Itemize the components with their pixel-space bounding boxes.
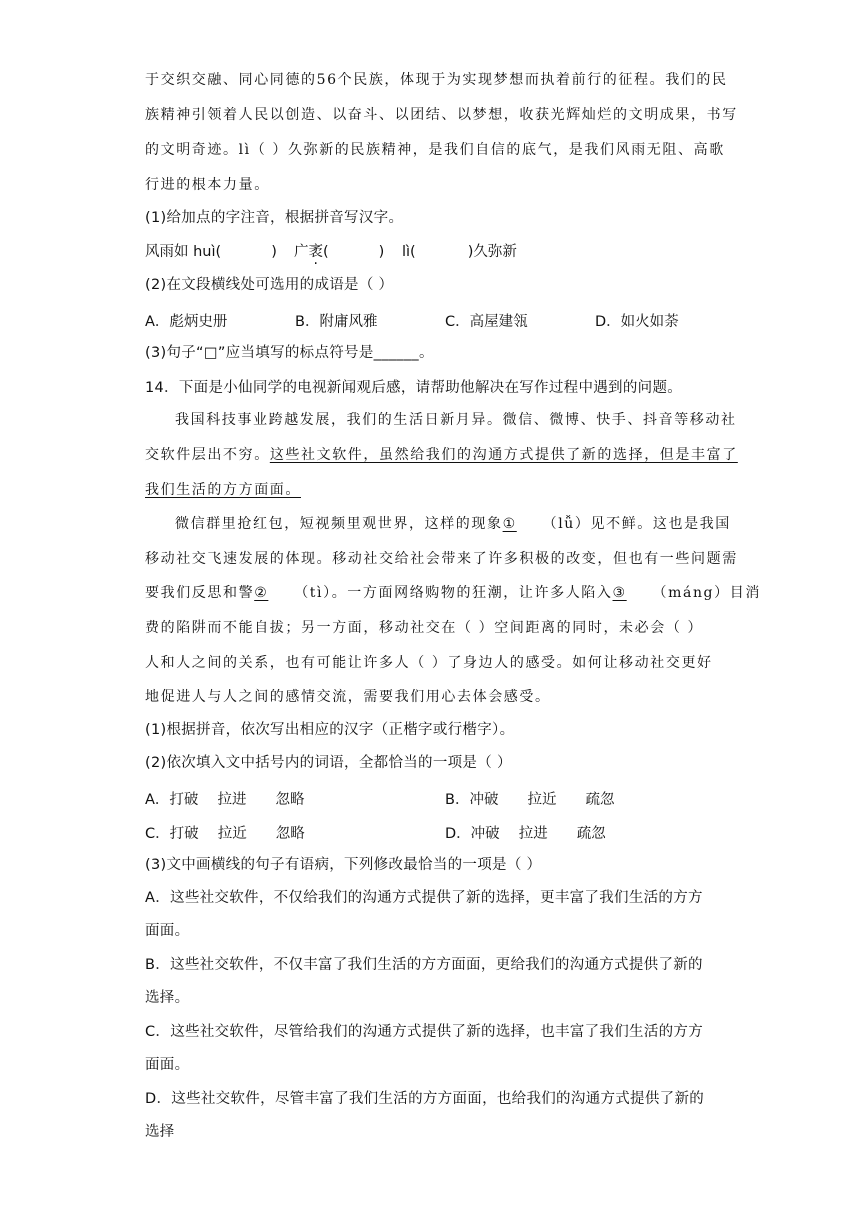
dotted-char: 袤 <box>308 244 323 260</box>
q14-s3-option-b-line2: 选择。 <box>145 990 190 1006</box>
q14-sub1: (1)根据拼音，依次写出相应的汉字（正楷字或行楷字）。 <box>145 722 515 738</box>
q14-s3-option-c-line2: 面面。 <box>145 1057 190 1073</box>
blank-3: ③ <box>612 585 627 601</box>
q13-sub3: (3)句子“□”应当填写的标点符号是______。 <box>145 345 434 361</box>
q14-s2-option-c: C．打破 拉近 忽略 <box>145 826 305 842</box>
q14-s3-option-d-line1: D．这些社交软件，尽管丰富了我们生活的方方面面，也给我们的沟通方式提供了新的 <box>145 1091 705 1107</box>
passage1-line2: 族精神引领着人民以创造、以奋斗、以团结、以梦想，收获光辉灿烂的文明成果，书写 <box>145 107 738 123</box>
q14-p2-line1: 微信群里抢红包，短视频里观世界，这样的现象① （lǚ）见不鲜。这也是我国 <box>175 516 731 532</box>
passage1-line4: 行进的根本力量。 <box>145 177 270 193</box>
q14-p2-line3: 要我们反思和警② （tì）。一方面网络购物的狂潮，让许多人陷入③ （máng）目消 <box>145 585 761 601</box>
q14-s2-option-a: A．打破 拉进 忽略 <box>145 792 305 808</box>
underlined-sentence: 这些社文软件，虽然给我们的沟通方式提供了新的选择，但是丰富了 <box>269 447 738 463</box>
passage1-line3: 的文明奇迹。lì（ ）久弥新的民族精神，是我们自信的底气，是我们风雨无阻、高歌 <box>145 142 725 158</box>
q14-p2-line5: 人和人之间的关系，也有可能让许多人（ ）了身边人的感受。如何让移动社交更好 <box>145 655 713 671</box>
blank-1: ① <box>502 516 517 532</box>
q14-sub3: (3)文中画横线的句子有语病，下列修改最恰当的一项是（ ） <box>145 857 542 873</box>
q14-p1-line1: 我国科技事业跨越发展，我们的生活日新月异。微信、微博、快手、抖音等移动社 <box>175 412 737 428</box>
q13-sub2: (2)在文段横线处可选用的成语是（ ） <box>145 277 394 293</box>
q14-s3-option-a-line1: A．这些社交软件，不仅给我们的沟通方式提供了新的选择，更丰富了我们生活的方方 <box>145 890 703 906</box>
q14-p1-line2: 交软件层出不穷。这些社文软件，虽然给我们的沟通方式提供了新的选择，但是丰富了 <box>145 447 738 463</box>
q14-title: 14．下面是小仙同学的电视新闻观后感，请帮助他解决在写作过程中遇到的问题。 <box>145 380 683 396</box>
q13-option-d: D．如火如荼 <box>595 314 679 330</box>
q14-s3-option-a-line2: 面面。 <box>145 923 190 939</box>
q14-s3-option-d-line2: 选择 <box>145 1124 175 1140</box>
q14-s2-option-d: D．冲破 拉进 疏忽 <box>445 826 606 842</box>
passage1-line1: 于交织交融、同心同德的56个民族，体现于为实现梦想而执着前行的征程。我们的民 <box>145 72 728 88</box>
q14-s3-option-b-line1: B．这些社交软件，不仅丰富了我们生活的方方面面，更给我们的沟通方式提供了新的 <box>145 957 703 973</box>
q14-s3-option-c-line1: C．这些社交软件，尽管给我们的沟通方式提供了新的选择，也丰富了我们生活的方方 <box>145 1024 704 1040</box>
blank-2: ② <box>254 585 269 601</box>
q13-option-a: A．彪炳史册 <box>145 314 228 330</box>
q13-option-b: B．附庸风雅 <box>295 314 378 330</box>
pinyin-c: lì( )久弥新 <box>402 244 517 260</box>
q13-sub1: (1)给加点的字注音，根据拼音写汉字。 <box>145 210 404 226</box>
pinyin-b: 广袤( ) <box>294 244 385 260</box>
q14-p1-line3: 我们生活的方方面面。 <box>145 482 301 498</box>
q14-p2-line4: 费的陷阱而不能自拔；另一方面，移动社交在（ ）空间距离的同时，未必会（ ） <box>145 620 704 636</box>
q14-sub2: (2)依次填入文中括号内的词语，全都恰当的一项是（ ） <box>145 755 512 771</box>
q14-s2-option-b: B．冲破 拉近 疏忽 <box>445 792 615 808</box>
q14-p2-line6: 地促进人与人之间的感情交流，需要我们用心去体会感受。 <box>145 689 551 705</box>
q13-option-c: C．高屋建瓴 <box>445 314 528 330</box>
pinyin-a: 风雨如 huì( ) <box>145 244 277 260</box>
q14-p2-line2: 移动社交飞速发展的体现。移动社交给社会带来了许多积极的改变，但也有一些问题需 <box>145 551 738 567</box>
